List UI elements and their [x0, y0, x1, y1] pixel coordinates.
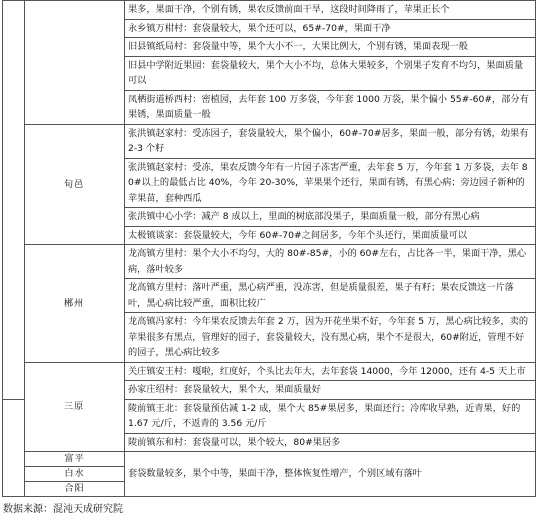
survey-note: 张洪镇中心小学：减产 8 成以上，里面的树底部没果子，果面质量一般，部分有黑心病 — [125, 208, 536, 227]
left-margin-cell — [3, 1, 25, 400]
survey-note-merged: 套袋数量较多，果个中等，果面干净，整体恢复性增产，个别区域有落叶 — [125, 452, 536, 497]
region-cell — [25, 1, 125, 125]
region-cell-sanyuan: 三原 — [25, 362, 125, 452]
region-cell-fuping: 富平 — [25, 452, 125, 467]
table-row — [3, 124, 536, 158]
survey-note: 张洪镇赵家村：受冻园子，套袋量较大，果个偏小，60#-70#居多，果面一般，部分有锈，幼果有 2-3 个籽 — [125, 124, 536, 158]
table-row — [3, 452, 536, 467]
survey-note: 果多，果面干净，个别有锈，果农反馈前面干旱，这段时间降雨了，苹果正长个 — [125, 1, 536, 20]
region-cell-baishui: 白水 — [25, 467, 125, 482]
survey-note: 张洪镇赵家村：受冻，果农反馈今年有一片园子冻害严重，去年套 5 万，今年套 1 万多袋，去年 80#以上的最低占比 40%，今年 20-30%，苹果果个还行，果面有锈，有黑心病；旁边园子新种的苹果苗，套种西瓜 — [125, 158, 536, 208]
survey-note: 龙高镇冯家村：今年果农反馈去年套 2 万，因为开花坐果不好，今年套 5 万，黑心病比较多，卖的苹果很多有黑点，管理好的园子，套袋量较大，没有黑心病，果个不是很大，60#附近，管理不好的园子，黑心病比较多 — [125, 313, 536, 363]
survey-note: 太极镇谈家：套袋量较大，今年 60#-70#之间居多，今年个头还行，果面质量可以 — [125, 226, 536, 245]
apple-survey-table — [2, 0, 536, 497]
survey-note: 旧县中学附近果园：套袋量较大，果个大小不均，总体大果较多，个别果子发育不均匀，果面质量可以 — [125, 56, 536, 90]
survey-note: 永乡镇万柑村：套袋量较大，果个还可以，65#-70#，果面干净 — [125, 19, 536, 38]
region-cell-xunyi: 旬邑 — [25, 124, 125, 245]
region-cell-heyang: 合阳 — [25, 482, 125, 497]
survey-note: 陵前镇东和村：套袋量可以，果个较大，80#果居多 — [125, 433, 536, 452]
survey-note: 孙家庄绍村：套袋量较大，果个大，果面质量好 — [125, 381, 536, 400]
survey-note: 凤栖街道桥西村：密植园，去年套 100 万多袋，今年套 1000 万袋，果个偏小 55#-60#，部分有果锈，果面质量一般 — [125, 90, 536, 124]
data-source-note: 数据来源：混沌天成研究院 — [3, 504, 123, 515]
table-row — [3, 245, 536, 279]
survey-note: 龙高镇方里村：果个大小不均匀，大的 80#-85#，小的 60#左右，占比各一半，果面干净，黑心病，落叶较多 — [125, 245, 536, 279]
left-margin-cell — [3, 399, 25, 497]
survey-note: 陵前镇王北：套袋量预估减 1-2 成，果个大 85#果居多，果面还行；冷库收早熟，近青果，好的 1.67 元/斤，不返青的 3.56 元/斤 — [125, 399, 536, 433]
table-row — [3, 362, 536, 381]
region-cell-binzhou: 郴州 — [25, 245, 125, 363]
survey-note: 龙高镇方里村：落叶严重，黑心病严重，没冻害，但是质量很差，果子有籽；果农反馈这一片落叶，黑心病比较严重，面积比较广 — [125, 279, 536, 313]
survey-note: 旧县镇纸局村：套袋量中等，果个大小不一，大果比例大，个别有锈，果面表现一般 — [125, 38, 536, 57]
survey-note: 关庄镇安王村：嘎啦，红度好，个头比去年大，去年套袋 14000，今年 12000，还有 4-5 天上市 — [125, 362, 536, 381]
table-row — [3, 1, 536, 20]
